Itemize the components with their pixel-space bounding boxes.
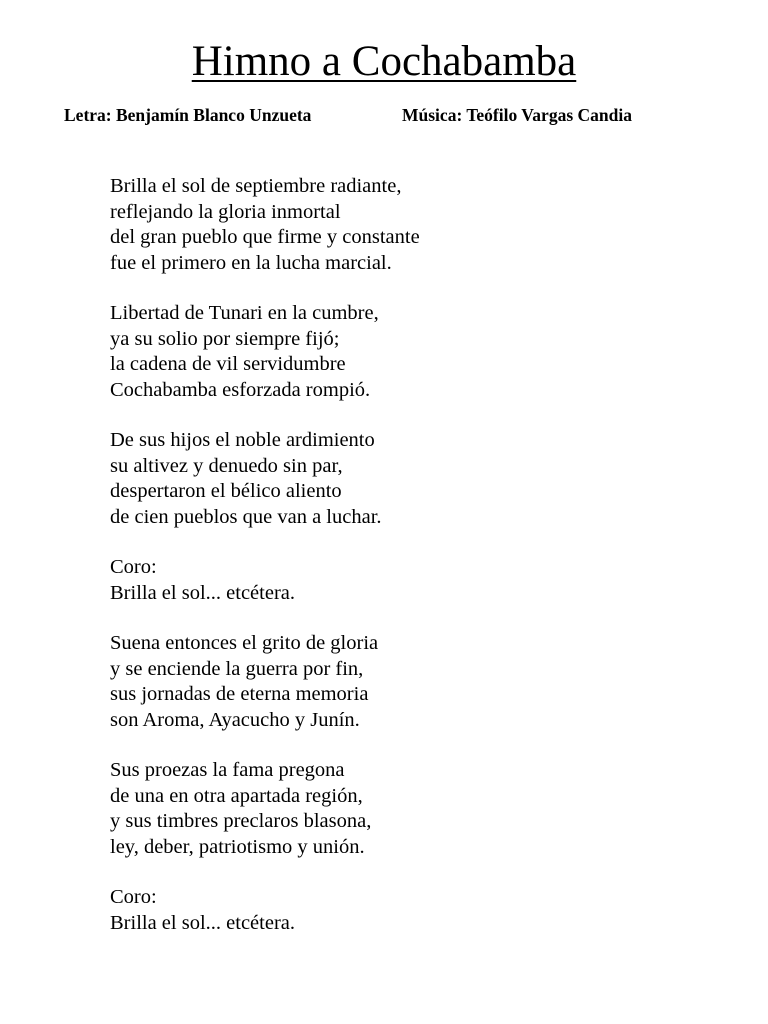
verse-line: de cien pueblos que van a luchar. [110,505,382,528]
verse-line: fue el primero en la lucha marcial. [110,251,392,274]
lyrics-credit: Letra: Benjamín Blanco Unzueta [64,105,312,125]
verse-line: del gran pueblo que firme y constante [110,226,420,249]
verse-line: Brilla el sol de septiembre radiante, [110,175,402,197]
verse-line: De sus hijos el noble ardimiento [110,429,375,452]
stanza [110,301,670,403]
stanza [110,758,670,860]
verse-line: su altivez y denuedo sin par, [110,454,343,477]
verse-line: ley, deber, patriotismo y unión. [110,835,365,858]
verse-line: la cadena de vil servidumbre [110,353,346,376]
verse-line: Brilla el sol... etcétera. [110,911,295,934]
verse-line: Sus proezas la fama pregona [110,759,345,782]
document-title: Himno a Cochabamba [191,38,577,85]
verse-line: sus jornadas de eterna memoria [110,683,369,706]
verse-line: Cochabamba esforzada rompió. [110,378,371,401]
stanza [110,174,670,276]
verse-line: Libertad de Tunari en la cumbre, [110,302,379,325]
verse-line: y se enciende la guerra por fin, [110,657,364,680]
music-credit: Música: Teófilo Vargas Candia [402,105,632,125]
verse-line: ya su solio por siempre fijó; [110,327,340,350]
verse-line: son Aroma, Ayacucho y Junín. [110,708,360,731]
stanza [110,631,670,733]
verse-line: y sus timbres preclaros blasona, [110,810,372,833]
poem-body [110,174,670,961]
stanza [110,885,670,936]
verse-line: de una en otra apartada región, [110,784,363,807]
stanza [110,428,670,530]
verse-line: Coro: [110,556,157,579]
verse-line: Coro: [110,886,157,909]
verse-line: reflejando la gloria inmortal [110,200,341,223]
verse-line: Brilla el sol... etcétera. [110,581,295,604]
stanza [110,555,670,606]
verse-line: Suena entonces el grito de gloria [110,632,379,655]
verse-line: despertaron el bélico aliento [110,480,342,503]
